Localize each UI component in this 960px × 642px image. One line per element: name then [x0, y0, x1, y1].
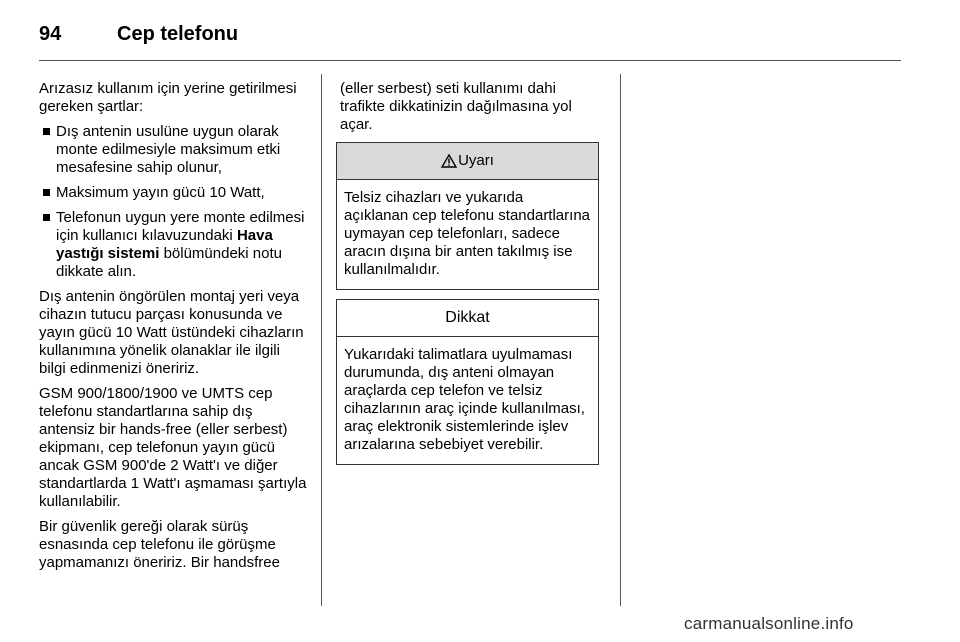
- middle-column: [340, 80, 605, 465]
- page-title: Cep telefonu: [117, 22, 239, 45]
- warning-box-text: Telsiz cihazları ve yukarıda açıklanan cep telefonu standartlarına uymayan cep telefonları, sadece aracın dışına bir anten takılmış ise kullanılmalıdır.: [344, 189, 590, 278]
- caution-box-header: [337, 300, 598, 337]
- intro-paragraph: Arızasız kullanım için yerine getirilmesi gereken şartlar:: [39, 80, 297, 115]
- header-divider: [39, 60, 901, 61]
- list-item: [39, 123, 307, 177]
- airbag-section-reference: Hava yastığı sistemi: [56, 227, 273, 262]
- bullet-square-icon: [43, 214, 50, 221]
- warning-triangle-icon: [441, 154, 457, 168]
- antenna-paragraph: Dış antenin öngörülen montaj yeri veya cihazın tutucu parçası konusunda ve yayın gücü 10 Watt üstündeki cihazların kullanımına yönelik olanaklar ile ilgili bilgi edinmenizi öneririz.: [39, 288, 304, 377]
- list-item: [39, 209, 307, 281]
- warning-box-header: [337, 143, 598, 180]
- list-item: [39, 184, 307, 202]
- list-item-text: Dış antenin usulüne uygun olarak monte edilmesiyle maksimum etki mesafesine sahip olunur,: [56, 123, 281, 176]
- requirements-list: [39, 123, 307, 281]
- page-number: 94: [39, 22, 62, 45]
- page-header: [39, 18, 238, 50]
- bullet-square-icon: [43, 189, 50, 196]
- continuation-paragraph: (eller serbest) seti kullanımı dahi trafikte dikkatinizin dağılmasına yol açar.: [340, 80, 572, 133]
- caution-box-text: Yukarıdaki talimatlara uyulmaması durumunda, dış anteni olmayan araçlarda cep telefon ve telsiz cihazlarının araç içinde kullanılması, araç elektronik sistemlerinde işlev arızalarına sebebiyet verebilir.: [344, 346, 585, 453]
- list-item-text-post: bölümündeki notu dikkate alın.: [56, 245, 282, 280]
- gsm-paragraph: GSM 900/1800/1900 ve UMTS cep telefonu standartlarına sahip dış antensiz bir hands-free (eller serbest) ekipmanı, cep telefonun yayın gücü ancak GSM 900'de 2 Watt'ı ve diğer standartlarda 1 Watt'ı aşmaması şartıyla kullanılabilir.: [39, 385, 307, 510]
- column-divider-right: [620, 74, 621, 606]
- list-item-text-pre: Telefonun uygun yere monte edilmesi için kullanıcı kılavuzundaki: [56, 209, 305, 244]
- left-column: [39, 80, 307, 579]
- safety-paragraph: Bir güvenlik gereği olarak sürüş esnasında cep telefonu ile görüşme yapmamanızı öneririz. Bir handsfree: [39, 518, 280, 571]
- bullet-square-icon: [43, 128, 50, 135]
- caution-box: [336, 299, 599, 465]
- warning-box: [336, 142, 599, 290]
- watermark: carmanualsonline.info: [684, 614, 854, 633]
- list-item-text: Maksimum yayın gücü 10 Watt,: [56, 184, 265, 201]
- warning-box-title: Uyarı: [458, 152, 494, 169]
- caution-box-title: Dikkat: [445, 309, 490, 326]
- column-divider-left: [321, 74, 322, 606]
